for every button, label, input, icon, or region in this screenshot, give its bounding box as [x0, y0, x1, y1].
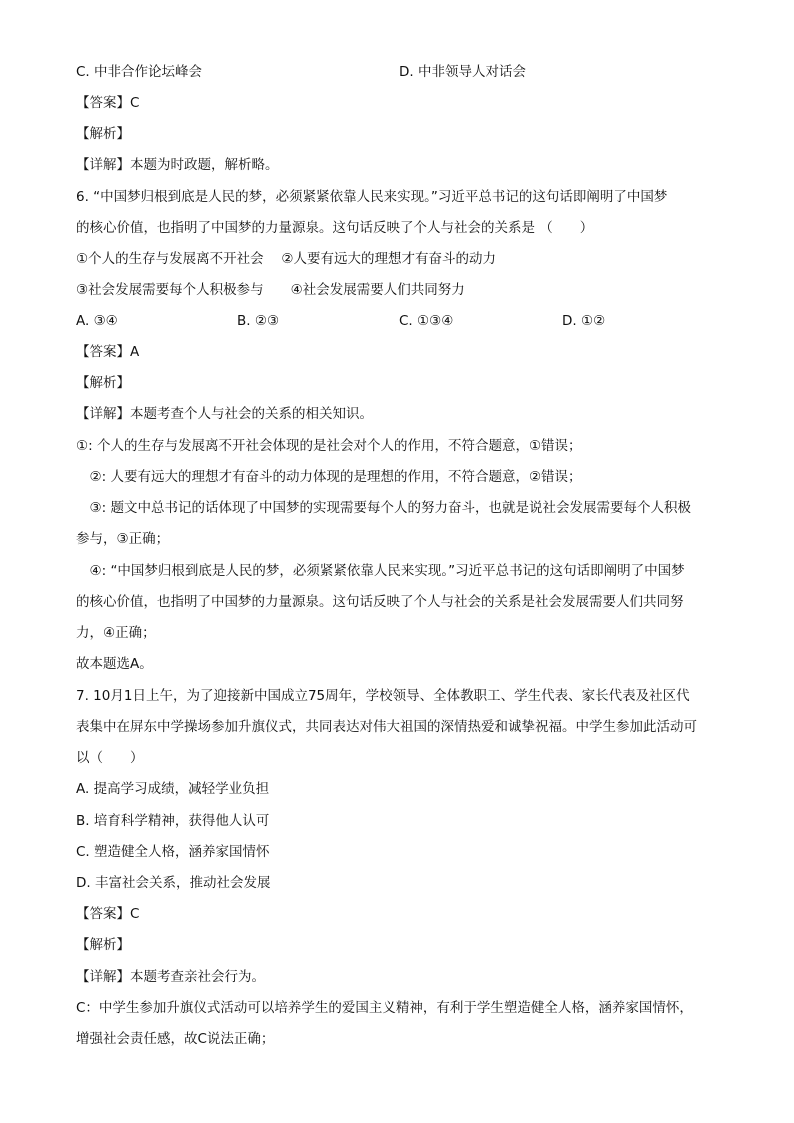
- q6-explanation-4b: 的核心价值，也指明了中国梦的力量源泉。这句话反映了个人与社会的关系是社会发展需要人们共同努: [76, 594, 684, 610]
- q6-explanation-2: ②: 人要有远大的理想才有奋斗的动力体现的是理想的作用，不符合题意，②错误；: [76, 469, 582, 485]
- q6-explanation-4c: 力，④正确；: [76, 625, 156, 641]
- q5-answer: 【答案】C: [76, 95, 140, 111]
- q6-explanation-4a: ④: “中国梦归根到底是人民的梦，必须紧紧依靠人民来实现。”习近平总书记的这句话即阐明了中国梦: [76, 563, 685, 579]
- q7-option-b: B. 培育科学精神，获得他人认可: [76, 813, 270, 829]
- q7-option-d: D. 丰富社会关系，推动社会发展: [76, 875, 271, 891]
- q6-explanation-3a: ③: 题文中总书记的话体现了中国梦的实现需要每个人的努力奋斗，也就是说社会发展需要每个人积极: [76, 500, 691, 516]
- q5-analysis-heading: 【解析】: [76, 126, 130, 142]
- q6-statements-3-4: ③社会发展需要每个人积极参与 ④社会发展需要人们共同努力: [76, 282, 465, 298]
- q5-option-c: C. 中非合作论坛峰会: [76, 64, 203, 80]
- q6-stem-line-1: 6. “中国梦归根到底是人民的梦，必须紧紧依靠人民来实现。”习近平总书记的这句话即阐明了中国梦: [76, 189, 668, 205]
- q6-explanation-3b: 参与，③正确；: [76, 531, 170, 547]
- q6-option-c: C. ①③④: [399, 313, 454, 329]
- q6-analysis-heading: 【解析】: [76, 375, 130, 391]
- q6-option-a: A. ③④: [76, 313, 118, 329]
- q7-explanation-2: 增强社会责任感，故C说法正确；: [76, 1031, 275, 1047]
- q7-detail: 【详解】本题考查亲社会行为。: [76, 969, 265, 985]
- q7-stem-line-3: 以（ ）: [76, 750, 144, 766]
- q6-answer: 【答案】A: [76, 344, 140, 360]
- q6-explanation-1: ①: 个人的生存与发展离不开社会体现的是社会对个人的作用，不符合题意，①错误；: [76, 438, 582, 454]
- q6-stem-line-2: 的核心价值，也指明了中国梦的力量源泉。这句话反映了个人与社会的关系是 （ ）: [76, 220, 594, 236]
- q6-detail: 【详解】本题考查个人与社会的关系的相关知识。: [76, 406, 373, 422]
- q6-option-d: D. ①②: [562, 313, 606, 329]
- q7-option-a: A. 提高学习成绩，减轻学业负担: [76, 781, 270, 797]
- q7-answer: 【答案】C: [76, 906, 140, 922]
- q7-option-c: C. 塑造健全人格，涵养家国情怀: [76, 844, 270, 860]
- q6-option-b: B. ②③: [237, 313, 280, 329]
- q7-stem-line-1: 7. 10月1日上午，为了迎接新中国成立75周年，学校领导、全体教职工、学生代表、家长代表及社区代: [76, 688, 690, 704]
- q6-statements-1-2: ①个人的生存与发展离不开社会 ②人要有远大的理想才有奋斗的动力: [76, 251, 496, 267]
- q5-detail: 【详解】本题为时政题，解析略。: [76, 157, 279, 173]
- q5-option-d: D. 中非领导人对话会: [399, 64, 526, 80]
- q7-stem-line-2: 表集中在屏东中学操场参加升旗仪式，共同表达对伟大祖国的深情热爱和诚挚祝福。中学生参加此活动可: [76, 719, 697, 735]
- q7-analysis-heading: 【解析】: [76, 937, 130, 953]
- q6-conclusion: 故本题选A。: [76, 656, 153, 672]
- q7-explanation-1: C：中学生参加升旗仪式活动可以培养学生的爱国主义精神，有利于学生塑造健全人格，涵养家国情怀，: [76, 1000, 693, 1016]
